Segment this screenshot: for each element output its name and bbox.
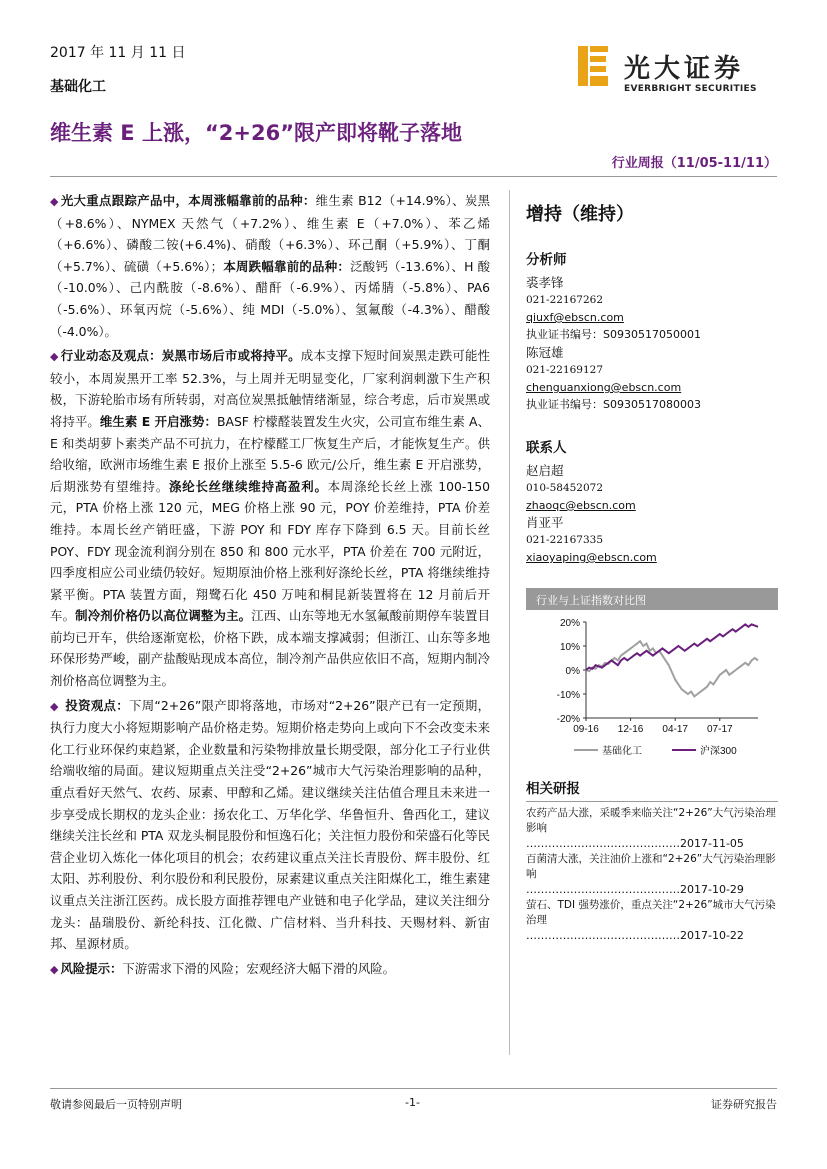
risk-heading: 风险提示： (60, 960, 123, 976)
logo-text-cn: 光大证券 (624, 54, 745, 84)
y-tick-label: -20% (556, 714, 580, 725)
research-date-row (526, 836, 778, 852)
company-logo (578, 46, 778, 98)
dynamics-text-carbon: 成本支撑下短时间炭黑走跌可能性较小，本周炭黑开工率 52.3%，与上周并无明显变化，厂家利润刺激下生产积极，下游轮胎市场有所转弱，对高位炭黑抵触情绪渐显，综合考虑，后市炭黑或将持平。 (50, 348, 491, 429)
sector-name: 基础化工 (50, 79, 106, 95)
research-heading: 相关研报 (526, 781, 580, 797)
chart-title: 行业与上证指数对比图 (526, 588, 778, 610)
investment-text: 下周“2+26”限产即将落地，市场对“2+26”限产已有一定预期，执行力度大小将短期影响产品价格走势。短期价格走势向上或向下不会改变未来化工行业环保约束趋紧，企业数量和污染物排放量长期受限，部分化工子行业供给端收缩的局面。建议短期重点关注受“2+26”城市大气污染治理影响的品种，重点看好天然气、农药、尿素、甲醇和乙烯。建议继续关注估值合理且未来进一步享受成长期权的龙头企业：扬农化工、万华化学、华鲁恒升、鲁西化工，建议继续关注长丝和 PTA 双龙头桐昆股份和恒逸石化；关注恒力股份和荣盛石化等民营企业切入炼化一体化项目的机会；农药建议重点关注长青股份、辉丰股份、红太阳、苏利股份、利尔股份和利民股份，尿素建议重点关注阳煤化工，维生素建议重点关注浙江医药。成长股方面推荐锂电产业链和电子化学品，建议关注细分龙头：晶瑞股份、新纶科技、江化微、广信材料、当升科技、天赐材料、新宙邦、星源材质。 (50, 697, 490, 952)
analyst-cert: 执业证书编号：S0930517080003 (526, 398, 701, 411)
x-tick-label: 07-17 (706, 724, 733, 735)
polyester-text: 本周涤纶长丝上涨 100-150 元，PTA 价格上涨 120 元，MEG 价格上涨 90 元，POY 价差维持，PTA 价差维持。本周长丝产销旺盛，下游 POY 和 FDY 库存下降到 6.5 天。目前长丝 POY、FDY 现金流利润分别在 850 和 800 元水平，PTA 价差在 700 元附近，四季度相应公司业绩仍较好。短期原油价格上涨利好涤纶长丝，PTA 将继续维持紧平衡。PTA 装置方面，翔鹭石化 450 万吨和桐昆新装置将在 12 月前后开车。 (50, 478, 491, 624)
research-title: 萤石、TDI 强势涨价，重点关注“2+26”城市大气污染治理 (526, 899, 776, 926)
analyst-name: 裘孝锋 (526, 275, 564, 290)
research-item[interactable] (526, 806, 778, 852)
logo-mark-icon (578, 46, 608, 86)
paragraph-risk (50, 958, 490, 981)
research-date: 2017-10-29 (680, 883, 744, 896)
series-line-csi300 (586, 624, 758, 670)
investment-heading: 投资观点： (60, 697, 129, 713)
report-type: 行业周报（11/05-11/11） (611, 156, 777, 171)
research-date-row (526, 928, 778, 944)
contact-email-link[interactable]: zhaoqc@ebscn.com (526, 499, 636, 512)
research-leader: …………………………………… (526, 837, 680, 850)
research-date: 2017-10-22 (680, 929, 744, 942)
bullet-icon: ◆ (50, 350, 59, 364)
research-date-row (526, 882, 778, 898)
refrigerant-heading: 制冷剂价格仍以高位调整为主。 (75, 608, 252, 624)
contact-email-link[interactable]: xiaoyaping@ebscn.com (526, 551, 657, 564)
rating: 增持（维持） (526, 204, 634, 225)
research-item[interactable] (526, 898, 778, 944)
report-title: 维生素 E 上涨，“2+26”限产即将靴子落地 (50, 121, 463, 145)
research-leader: …………………………………… (526, 883, 680, 896)
vitamin-e-text: BASF 柠檬醛装置发生火灾，公司宣布维生素 A、E 和类胡萝卜素类产品不可抗力，在柠檬醛工厂恢复生产后，才能恢复生产。供给收缩，欧洲市场维生素 E 报价上涨至 5.5-6 欧元/公斤，维生素 E 开启涨势，后期涨势有望维持。 (50, 413, 491, 494)
paragraph-key-products (50, 190, 490, 342)
legend-label: 沪深300 (700, 746, 737, 757)
analyst-name: 陈冠雄 (526, 345, 564, 360)
research-leader: …………………………………… (526, 929, 680, 942)
contact-name: 肖亚平 (526, 515, 564, 530)
bullet-icon: ◆ (50, 699, 59, 713)
legend-label: 基础化工 (602, 746, 642, 757)
analyst-phone: 021-22169127 (526, 364, 604, 376)
paragraph-industry-dynamics (50, 345, 490, 692)
bullet-icon: ◆ (50, 962, 59, 976)
chart-plot (526, 610, 778, 768)
footer-disclaimer: 敬请参阅最后一页特别声明 (50, 1098, 182, 1111)
x-tick-label: 09-16 (573, 724, 599, 735)
key-products-down-heading: 本周跌幅靠前的品种： (223, 258, 351, 274)
y-tick-label: -10% (556, 690, 580, 701)
analyst-card (526, 344, 778, 414)
x-tick-label: 04-17 (662, 724, 688, 735)
x-tick-label: 12-16 (617, 724, 644, 735)
y-tick-label: 20% (559, 618, 580, 629)
analyst-email-link[interactable]: qiuxf@ebscn.com (526, 311, 624, 324)
index-comparison-chart (526, 588, 778, 768)
top-divider (50, 176, 777, 177)
main-content (50, 190, 490, 983)
dynamics-heading: 行业动态及观点：炭黑市场后市或将持平。 (60, 348, 301, 364)
contact-name: 赵启超 (526, 463, 564, 478)
research-date: 2017-11-05 (680, 837, 744, 850)
risk-text: 下游需求下滑的风险；宏观经济大幅下滑的风险。 (122, 960, 396, 976)
y-tick-label: 10% (559, 642, 580, 653)
vitamin-e-heading: 维生素 E 开启涨势： (99, 413, 217, 429)
research-divider (526, 801, 778, 802)
analyst-phone: 021-22167262 (526, 294, 604, 306)
y-tick-label: 0% (565, 666, 580, 677)
sidebar (526, 200, 778, 566)
polyester-heading: 涤纶长丝继续维持高盈利。 (169, 478, 328, 494)
research-title: 百菌清大涨，关注油价上涨和“2+26”大气污染治理影响 (526, 853, 776, 880)
contact-card (526, 462, 778, 514)
analyst-heading: 分析师 (526, 252, 567, 268)
paragraph-investment-view (50, 695, 490, 955)
contact-phone: 021-22167335 (526, 534, 604, 546)
bottom-divider (50, 1088, 777, 1089)
contact-heading: 联系人 (526, 440, 567, 456)
page-number: -1- (405, 1096, 420, 1109)
contact-phone: 010-58452072 (526, 482, 604, 494)
related-research (526, 777, 778, 944)
research-title: 农药产品大涨，采暖季来临关注“2+26”大气污染治理影响 (526, 807, 776, 834)
column-divider (509, 190, 510, 1055)
report-date: 2017 年 11 月 11 日 (50, 45, 186, 61)
key-products-down-text: 泛酸钙（-13.6%）、H 酸（-10.0%）、己内酰胺（-8.6%）、醋酐（-6.9%）、丙烯腈（-5.8%）、PA6（-5.6%）、环氧丙烷（-5.6%）、纯 MDI（-5.0%）、氢氟酸（-4.3%）、醋酸（-4.0%）。 (50, 258, 491, 339)
contact-card (526, 514, 778, 566)
series-line-chemical (586, 641, 758, 696)
refrigerant-text: 江西、山东等地无水氢氟酸前期停车装置目前均已开车，供给逐渐宽松，价格下跌，成本端支撑减弱；但浙江、山东等多地环保形势严峻，副产盐酸贴现成本高位，制冷剂产品供应依旧不高，短期内制冷剂价格高位调整为主。 (50, 608, 491, 689)
analyst-card (526, 274, 778, 344)
analyst-cert: 执业证书编号：S0930517050001 (526, 328, 701, 341)
logo-text-en: EVERBRIGHT SECURITIES (624, 84, 757, 94)
research-item[interactable] (526, 852, 778, 898)
bullet-icon: ◆ (50, 195, 59, 208)
key-products-heading: 光大重点跟踪产品中，本周涨幅靠前的品种： (60, 193, 316, 208)
key-products-up-text: 维生素 B12（+14.9%）、炭黑（+8.6%）、NYMEX 天然气（+7.2%）、维生素 E（+7.0%）、苯乙烯（+6.6%）、磷酸二铵(+6.4%)、硝酸（+6.3%）、环己酮（+5.9%）、丁酮（+5.7%）、硫磺（+5.6%）； (50, 193, 490, 274)
analyst-email-link[interactable]: chenguanxiong@ebscn.com (526, 381, 682, 394)
footer-report-label: 证券研究报告 (711, 1098, 777, 1111)
